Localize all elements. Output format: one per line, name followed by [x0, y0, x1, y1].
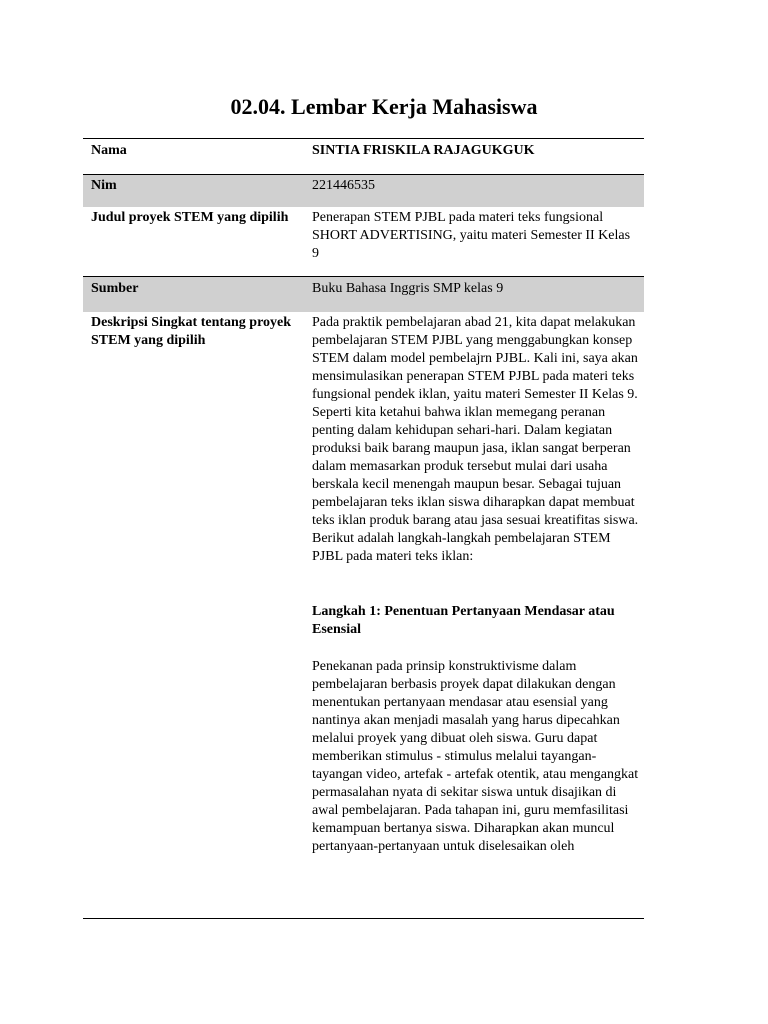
value-nama: SINTIA FRISKILA RAJAGUKGUK	[312, 143, 535, 158]
page-title: 02.04. Lembar Kerja Mahasiswa	[230, 94, 538, 119]
table-row-judul	[83, 207, 644, 276]
step1-body: Penekanan pada prinsip konstruktivisme dalam pembelajaran berbasis proyek dapat dilakukan dengan menentukan pertanyaan mendasar atau esensial yang nantinya akan menjadi masalah yang harus dipecahkan melalui proyek yang dibuat oleh siswa. Guru dapat memberikan stimulus - stimulus melalui tayangan-tayangan video, artefak - artefak otentik, atau mengangkat permasalahan nyata di sekitar siswa untuk disajikan di awal pembelajaran. Pada tahapan ini, guru memfasilitasi kemampuan bertanya siswa. Diharapkan akan muncul pertanyaan-pertanyaan untuk diselesaikan oleh	[312, 659, 639, 854]
table-row-sumber	[83, 276, 644, 312]
table-row-deskripsi	[83, 312, 644, 918]
worksheet-table	[83, 138, 644, 919]
label-sumber: Sumber	[91, 281, 139, 296]
value-sumber: Buku Bahasa Inggris SMP kelas 9	[312, 281, 504, 296]
label-nama: Nama	[91, 143, 127, 158]
value-nim: 221446535	[312, 178, 375, 193]
table-row-nama	[83, 139, 644, 174]
value-judul: Penerapan STEM PJBL pada materi teks fungsional SHORT ADVERTISING, yaitu materi Semester II Kelas 9	[312, 210, 631, 261]
label-judul: Judul proyek STEM yang dipilih	[91, 210, 289, 225]
label-nim: Nim	[91, 178, 117, 193]
table-row-nim	[83, 174, 644, 207]
deskripsi-intro: Pada praktik pembelajaran abad 21, kita dapat melakukan pembelajaran STEM PJBL yang menggabungkan konsep STEM dalam model pembelajrn PJBL. Kali ini, saya akan mensimulasikan penerapan STEM PJBL pada materi teks fungsional pendek iklan, yaitu materi Semester II Kelas 9. Seperti kita ketahui bahwa iklan memegang peranan penting dalam kehidupan sehari-hari. Dalam kegiatan produksi baik barang maupun jasa, iklan sangat berperan dalam memasarkan produk tersebut mulai dari usaha berskala kecil menengah maupun besar. Sebagai tujuan pembelajaran teks iklan siswa diharapkan dapat membuat teks iklan produk barang atau jasa sesuai kreatifitas siswa. Berikut adalah langkah-langkah pembelajaran STEM PJBL pada materi teks iklan:	[312, 315, 639, 564]
value-deskripsi	[312, 314, 644, 918]
step1-heading: Langkah 1: Penentuan Pertanyaan Mendasar atau Esensial	[312, 604, 615, 637]
label-deskripsi: Deskripsi Singkat tentang proyek STEM yang dipilih	[91, 315, 292, 348]
